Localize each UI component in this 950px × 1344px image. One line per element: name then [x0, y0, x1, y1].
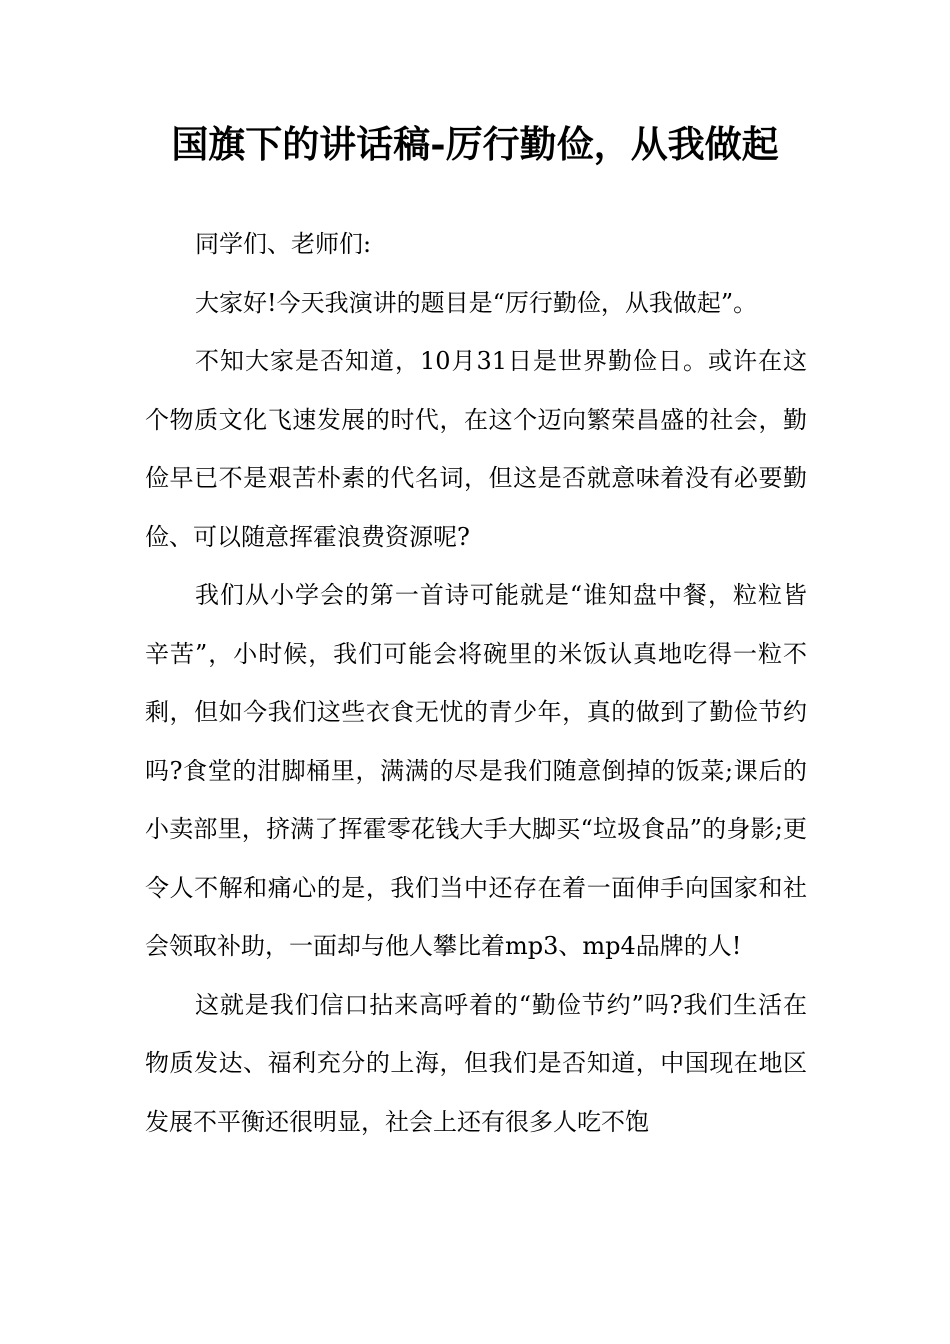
document-body [145, 215, 807, 1151]
paragraph-greeting: 同学们、老师们: [195, 230, 372, 258]
paragraph-poem: 我们从小学会的第一首诗可能就是“谁知盘中餐，粒粒皆辛苦”，小时候，我们可能会将碗里的米饭认真地吃得一粒不剩，但如今我们这些衣食无忧的青少年，真的做到了勤俭节约吗?食堂的泔脚桶里，满满的尽是我们随意倒掉的饭菜;课后的小卖部里，挤满了挥霍零花钱大手大脚买“垃圾食品”的身影;更令人不解和痛心的是，我们当中还存在着一面伸手向国家和社会领取补助，一面却与他人攀比着mp3、mp4品牌的人! [145, 581, 807, 960]
document-title: 国旗下的讲话稿-厉行勤俭，从我做起 [171, 122, 779, 166]
paragraph-intro: 大家好!今天我演讲的题目是“厉行勤俭，从我做起”。 [195, 288, 758, 317]
paragraph-thrift-day: 不知大家是否知道，10月31日是世界勤俭日。或许在这个物质文化飞速发展的时代，在这个迈向繁荣昌盛的社会，勤俭早已不是艰苦朴素的代名词，但这是否就意味着没有必要勤俭、可以随意挥霍浪费资源呢? [145, 347, 807, 551]
paragraph-question: 这就是我们信口拈来高呼着的“勤俭节约”吗?我们生活在物质发达、福利充分的上海，但我们是否知道，中国现在地区发展不平衡还很明显，社会上还有很多人吃不饱 [145, 990, 807, 1136]
